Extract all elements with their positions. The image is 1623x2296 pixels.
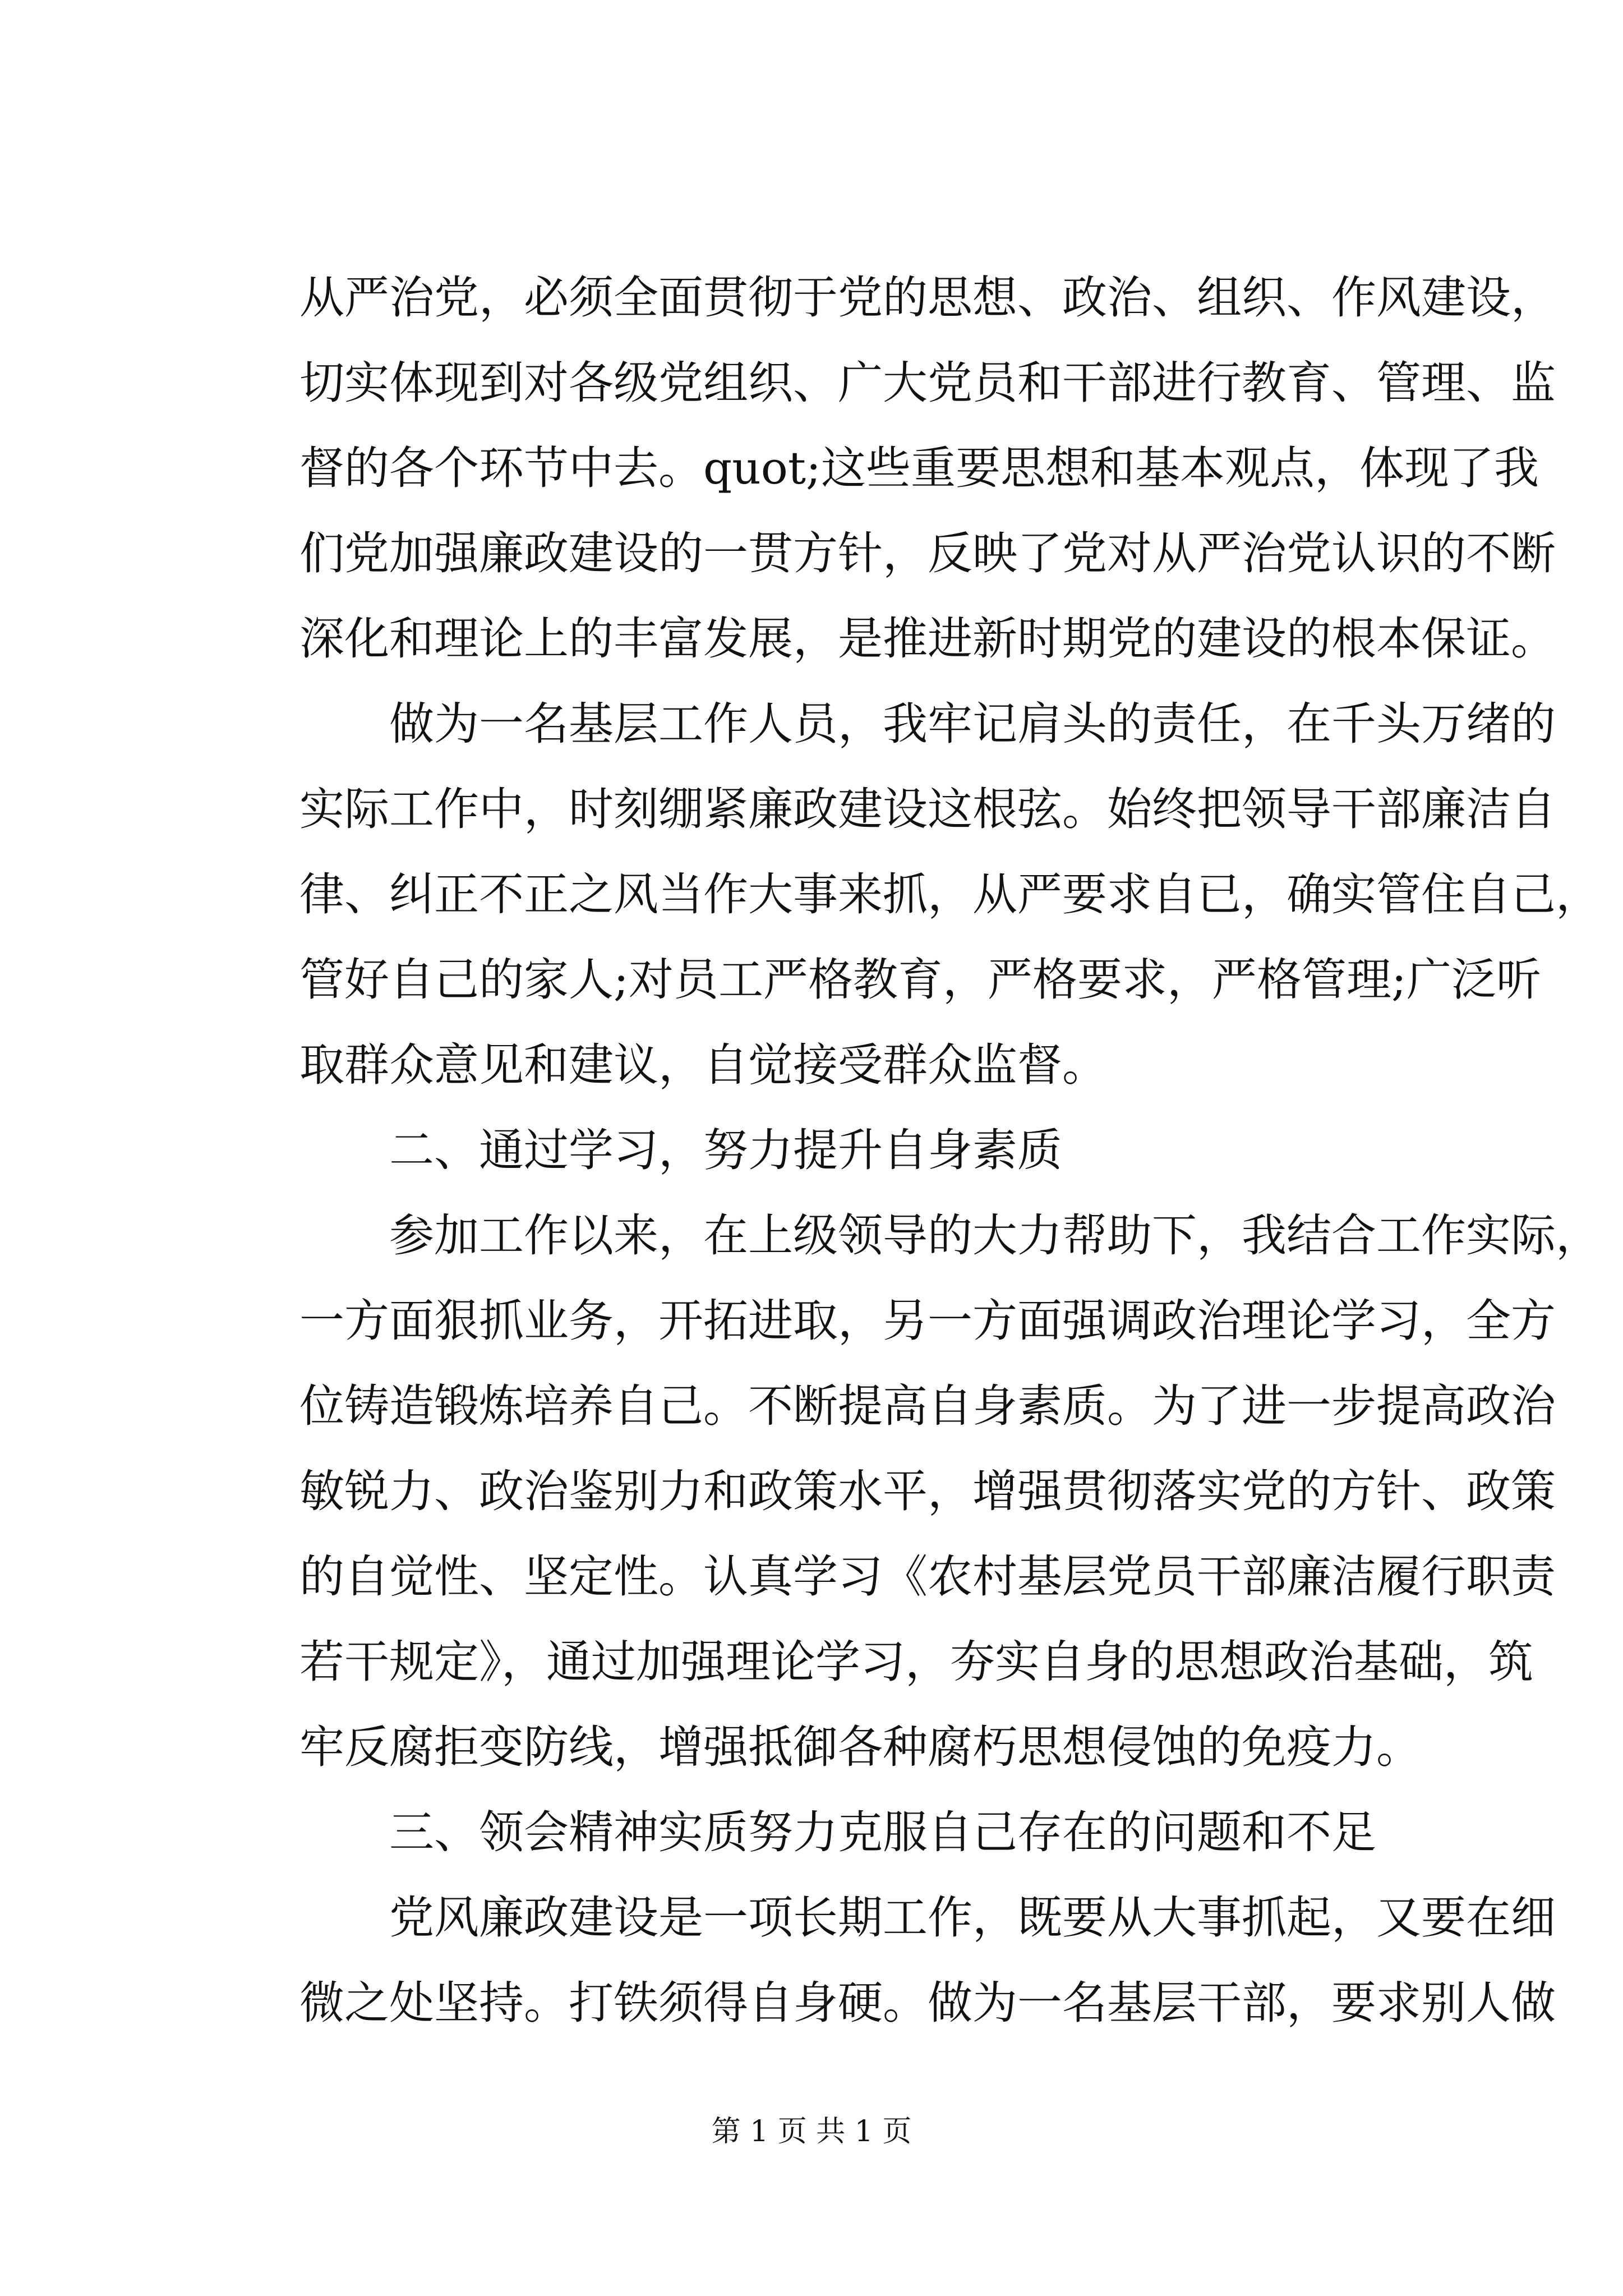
text-line: 管好自己的家人;对员工严格教育，严格要求，严格管理;广泛听 [299,954,1541,1006]
text-line: 微之处坚持。打铁须得自身硬。做为一名基层干部，要求别人做 [299,1977,1556,2029]
text-line: 从严治党，必须全面贯彻于党的思想、政治、组织、作风建设， [299,272,1556,324]
text-line: 一方面狠抓业务，开拓进取，另一方面强调政治理论学习，全方 [299,1295,1556,1347]
text-line: 律、纠正不正之风当作大事来抓，从严要求自已，确实管住自己， [299,868,1601,921]
section-heading-2: 二、通过学习，努力提升自身素质 [299,1124,1062,1176]
text-line: 深化和理论上的丰富发展，是推进新时期党的建设的根本保证。 [299,613,1556,665]
text-line: 们党加强廉政建设的一贯方针，反映了党对从严治党认识的不断 [299,527,1556,579]
text-line: 实际工作中，时刻绷紧廉政建设这根弦。始终把领导干部廉洁自 [299,783,1556,835]
paragraph-start-line: 参加工作以来，在上级领导的大力帮助下，我结合工作实际， [299,1209,1601,1262]
text-line: 牢反腐拒变防线，增强抵御各种腐朽思想侵蚀的免疫力。 [299,1721,1421,1773]
paragraph-start-line: 党风廉政建设是一项长期工作，既要从大事抓起，又要在细 [299,1892,1556,1944]
text-line: 切实体现到对各级党组织、广大党员和干部进行教育、管理、监 [299,357,1556,409]
text-line: 取群众意见和建议，自觉接受群众监督。 [299,1039,1107,1091]
page-footer: 第 1 页 共 1 页 [711,2115,912,2148]
text-line: 敏锐力、政治鉴别力和政策水平，增强贯彻落实党的方针、政策 [299,1465,1556,1517]
section-heading-3: 三、领会精神实质努力克服自己存在的问题和不足 [299,1806,1376,1858]
paragraph-start-line: 做为一名基层工作人员，我牢记肩头的责任，在千头万绪的 [299,698,1556,750]
text-line: 位铸造锻炼培养自己。不断提高自身素质。为了进一步提高政治 [299,1380,1556,1432]
text-line: 的自觉性、坚定性。认真学习《农村基层党员干部廉洁履行职责 [299,1550,1556,1603]
text-line: 督的各个环节中去。quot;这些重要思想和基本观点，体现了我 [299,442,1539,494]
text-line: 若干规定》，通过加强理论学习，夯实自身的思想政治基础，筑 [299,1636,1533,1688]
body-text [299,255,1601,2046]
